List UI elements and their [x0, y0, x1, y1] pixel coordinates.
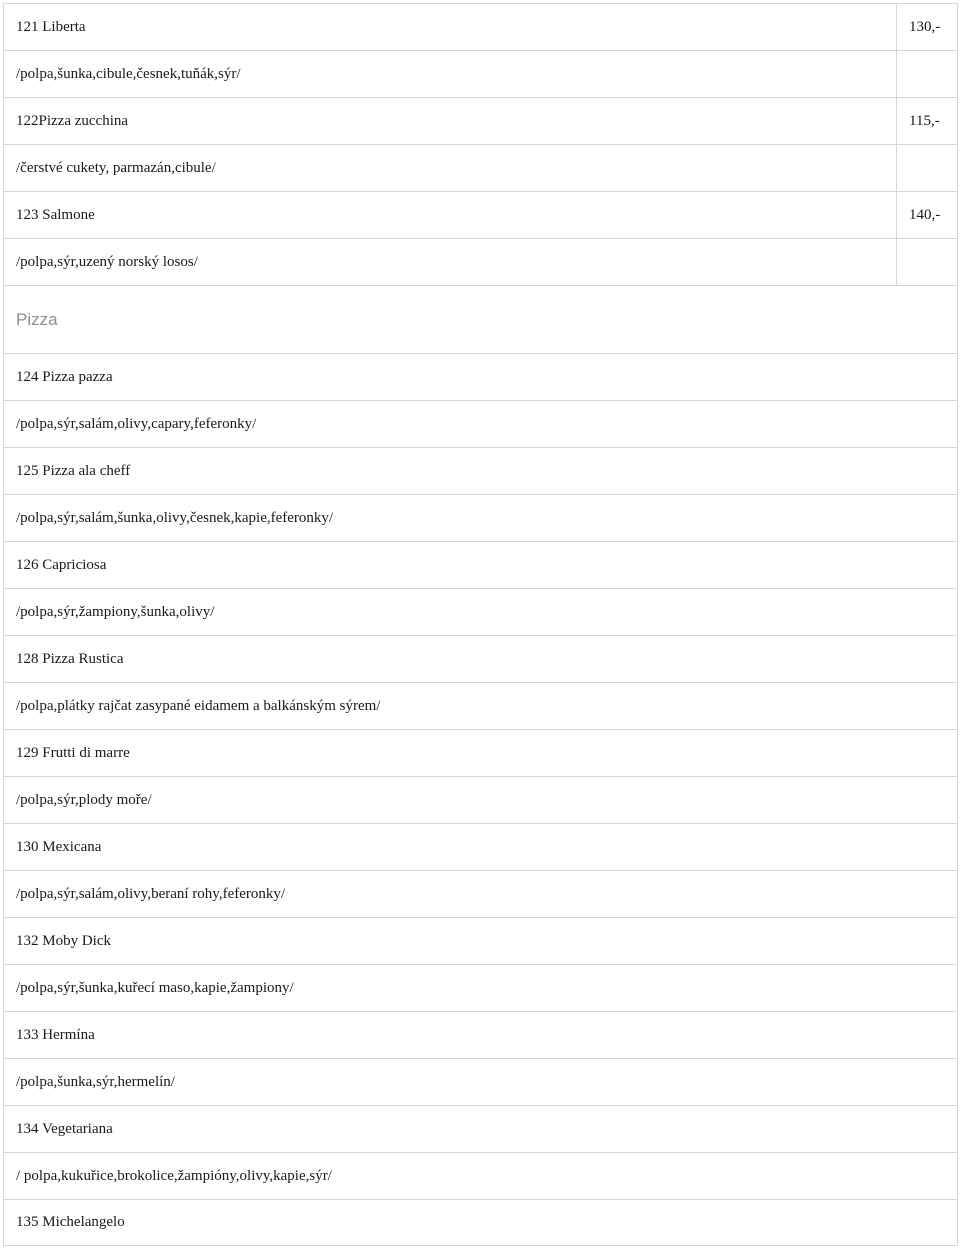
item-price: 115,- — [896, 97, 958, 144]
item-description: /polpa,šunka,cibule,česnek,tuňák,sýr/ — [3, 50, 896, 97]
menu-desc-row — [3, 1152, 958, 1199]
item-description: / polpa,kukuřice,brokolice,žampióny,olivy,kapie,sýr/ — [3, 1152, 958, 1199]
menu-desc-row — [3, 494, 958, 541]
menu-desc-row — [3, 776, 958, 823]
menu-item-row — [3, 1105, 958, 1152]
section-header-row — [3, 285, 958, 353]
item-description: /polpa,sýr,žampiony,šunka,olivy/ — [3, 588, 958, 635]
item-name: 125 Pizza ala cheff — [3, 447, 958, 494]
empty-price-cell — [896, 50, 958, 97]
menu-item-row — [3, 823, 958, 870]
menu-desc-row — [3, 964, 958, 1011]
item-name: 122Pizza zucchina — [3, 97, 896, 144]
menu-item-row — [3, 635, 958, 682]
item-name: 128 Pizza Rustica — [3, 635, 958, 682]
menu-item-row — [3, 541, 958, 588]
item-description: /čerstvé cukety, parmazán,cibule/ — [3, 144, 896, 191]
menu-item-row — [3, 191, 958, 238]
menu-desc-row — [3, 50, 958, 97]
menu-item-row — [3, 447, 958, 494]
item-description: /polpa,sýr,uzený norský losos/ — [3, 238, 896, 285]
item-name: 133 Hermína — [3, 1011, 958, 1058]
item-name: 126 Capriciosa — [3, 541, 958, 588]
item-name: 135 Michelangelo — [3, 1199, 958, 1246]
menu-item-row — [3, 917, 958, 964]
item-name: 124 Pizza pazza — [3, 353, 958, 400]
menu-desc-row — [3, 870, 958, 917]
item-name: 123 Salmone — [3, 191, 896, 238]
item-description: /polpa,šunka,sýr,hermelín/ — [3, 1058, 958, 1105]
menu-desc-row — [3, 144, 958, 191]
menu-desc-row — [3, 238, 958, 285]
item-price: 130,- — [896, 3, 958, 50]
item-description: /polpa,sýr,salám,olivy,beraní rohy,feferonky/ — [3, 870, 958, 917]
menu-item-row — [3, 1011, 958, 1058]
menu-desc-row — [3, 400, 958, 447]
menu-item-row — [3, 729, 958, 776]
menu-item-row — [3, 1199, 958, 1246]
empty-price-cell — [896, 238, 958, 285]
menu-item-row — [3, 353, 958, 400]
menu-table — [3, 3, 958, 1246]
section-title: Pizza — [3, 285, 958, 353]
item-description: /polpa,plátky rajčat zasypané eidamem a balkánským sýrem/ — [3, 682, 958, 729]
menu-desc-row — [3, 1058, 958, 1105]
item-name: 134 Vegetariana — [3, 1105, 958, 1152]
item-description: /polpa,sýr,plody moře/ — [3, 776, 958, 823]
item-name: 130 Mexicana — [3, 823, 958, 870]
menu-desc-row — [3, 588, 958, 635]
menu-item-row — [3, 3, 958, 50]
item-name: 121 Liberta — [3, 3, 896, 50]
item-price: 140,- — [896, 191, 958, 238]
item-name: 129 Frutti di marre — [3, 729, 958, 776]
item-description: /polpa,sýr,salám,olivy,capary,feferonky/ — [3, 400, 958, 447]
menu-item-row — [3, 97, 958, 144]
item-description: /polpa,sýr,šunka,kuřecí maso,kapie,žampiony/ — [3, 964, 958, 1011]
menu-desc-row — [3, 682, 958, 729]
empty-price-cell — [896, 144, 958, 191]
item-name: 132 Moby Dick — [3, 917, 958, 964]
item-description: /polpa,sýr,salám,šunka,olivy,česnek,kapie,feferonky/ — [3, 494, 958, 541]
